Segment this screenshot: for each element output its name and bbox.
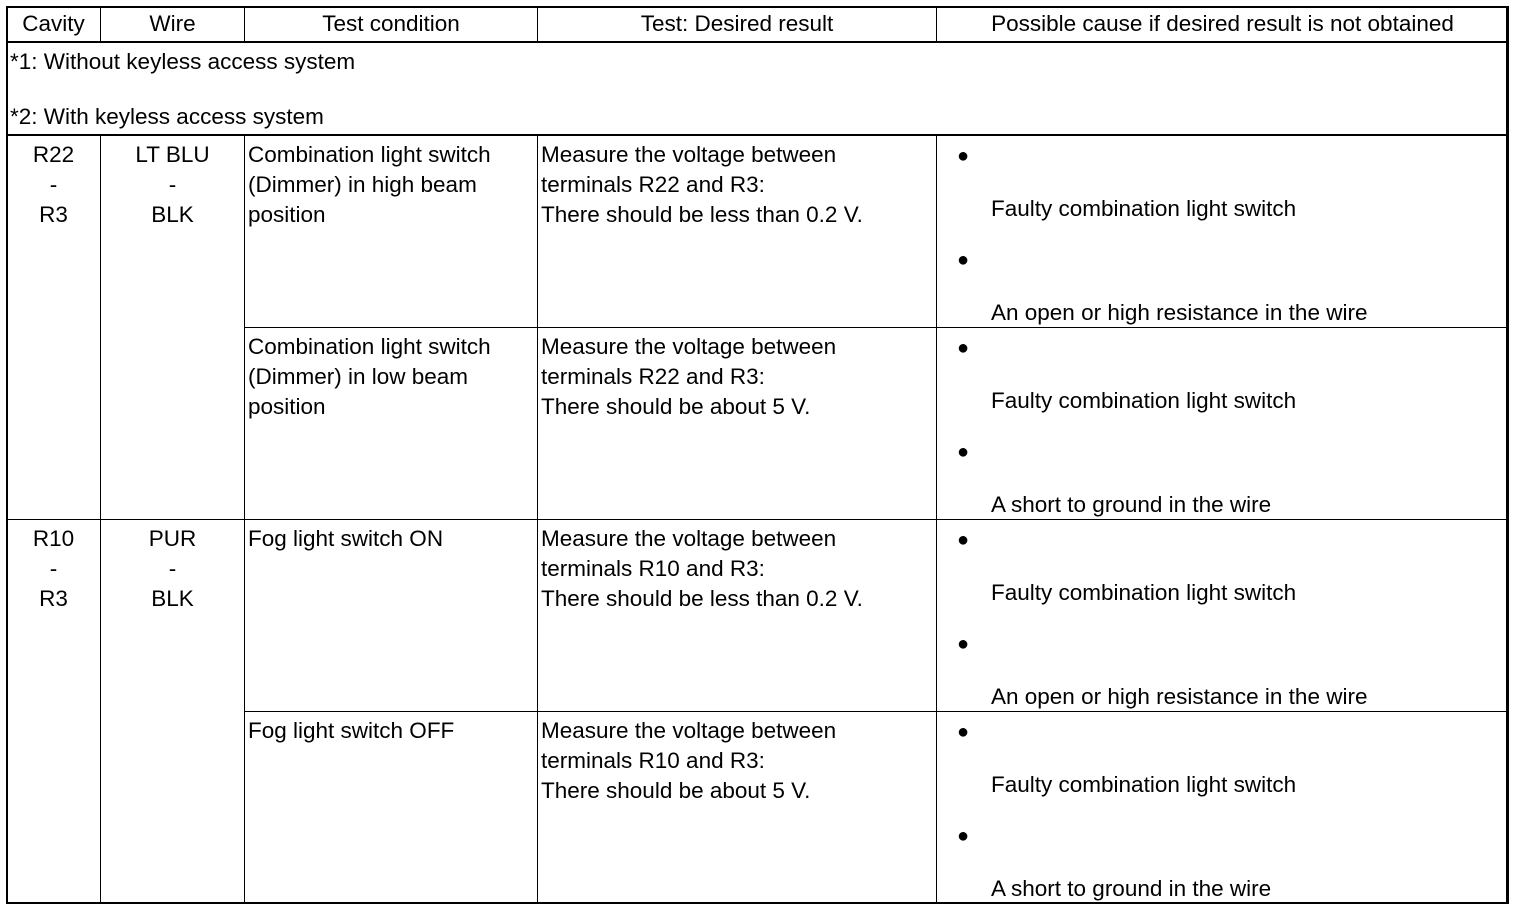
desired-result-cell [538,327,937,519]
condition-line: position [248,202,326,228]
result-line: Measure the voltage between [541,717,837,743]
cavity-dash: - [49,555,58,581]
condition-line: Fog light switch ON [248,525,444,551]
wire-color-to: BLK [151,202,194,228]
desired-result-cell [538,519,937,711]
wire-dash: - [168,555,177,581]
test-condition-cell [245,711,538,903]
test-condition-cell [245,135,538,327]
cause-item: Faulty combination light switch [991,579,1297,605]
condition-line: (Dimmer) in high beam [248,172,477,198]
header-test-condition: Test condition [245,7,538,43]
wire-color-from: PUR [148,525,197,551]
condition-line: (Dimmer) in low beam [248,363,469,389]
condition-line: position [248,393,326,419]
result-line: Measure the voltage between [541,525,837,551]
possible-cause-cell [937,519,1509,711]
table-row [7,519,1509,711]
result-line: terminals R10 and R3: [541,555,765,581]
wire-color-to: BLK [151,585,194,611]
note-1: *1: Without keyless access system [10,49,356,74]
result-line: Measure the voltage between [541,142,837,168]
desired-result-cell [538,711,937,903]
bullet-icon: ● [957,632,970,655]
cavity-to: R3 [39,585,68,611]
bullet-icon: ● [957,145,970,168]
bullet-icon: ● [957,720,970,743]
desired-result-cell [538,135,937,327]
notes-row [7,42,1509,135]
possible-cause-cell [937,711,1509,903]
header-possible-cause: Possible cause if desired result is not obtained [937,7,1509,43]
header-row [7,7,1509,43]
condition-line: Fog light switch OFF [248,717,455,743]
possible-cause-cell [937,135,1509,327]
result-line: Measure the voltage between [541,333,837,359]
cavity-from: R22 [32,142,75,168]
cause-item: Faulty combination light switch [991,196,1297,222]
wire-cell [101,135,245,519]
result-line: There should be less than 0.2 V. [541,585,863,611]
wire-color-from: LT BLU [135,142,210,168]
condition-line: Combination light switch [248,333,491,359]
cause-item: A short to ground in the wire [991,491,1272,517]
note-2: *2: With keyless access system [10,104,324,129]
cavity-cell [7,519,101,903]
cause-item: An open or high resistance in the wire [991,683,1368,709]
notes-cell [7,42,1509,135]
cause-item: Faulty combination light switch [991,387,1297,413]
test-condition-cell [245,327,538,519]
bullet-icon: ● [957,528,970,551]
test-condition-cell [245,519,538,711]
bullet-icon: ● [957,440,970,463]
result-line: There should be less than 0.2 V. [541,202,863,228]
result-line: terminals R10 and R3: [541,747,765,773]
cause-item: An open or high resistance in the wire [991,300,1368,326]
header-cavity: Cavity [7,7,101,43]
wire-dash: - [168,172,177,198]
wire-cell [101,519,245,903]
result-line: There should be about 5 V. [541,777,811,803]
cause-item: A short to ground in the wire [991,875,1272,901]
bullet-icon: ● [957,336,970,359]
diagnostic-table [6,6,1509,904]
cavity-to: R3 [39,202,68,228]
cavity-cell [7,135,101,519]
possible-cause-cell [937,327,1509,519]
header-wire: Wire [101,7,245,43]
bullet-icon: ● [957,824,970,847]
result-line: There should be about 5 V. [541,393,811,419]
cavity-from: R10 [32,525,75,551]
bullet-icon: ● [957,249,970,272]
table-row [7,135,1509,327]
cause-item: Faulty combination light switch [991,771,1297,797]
header-desired-result: Test: Desired result [538,7,937,43]
condition-line: Combination light switch [248,142,491,168]
cavity-dash: - [49,172,58,198]
result-line: terminals R22 and R3: [541,172,765,198]
result-line: terminals R22 and R3: [541,363,765,389]
